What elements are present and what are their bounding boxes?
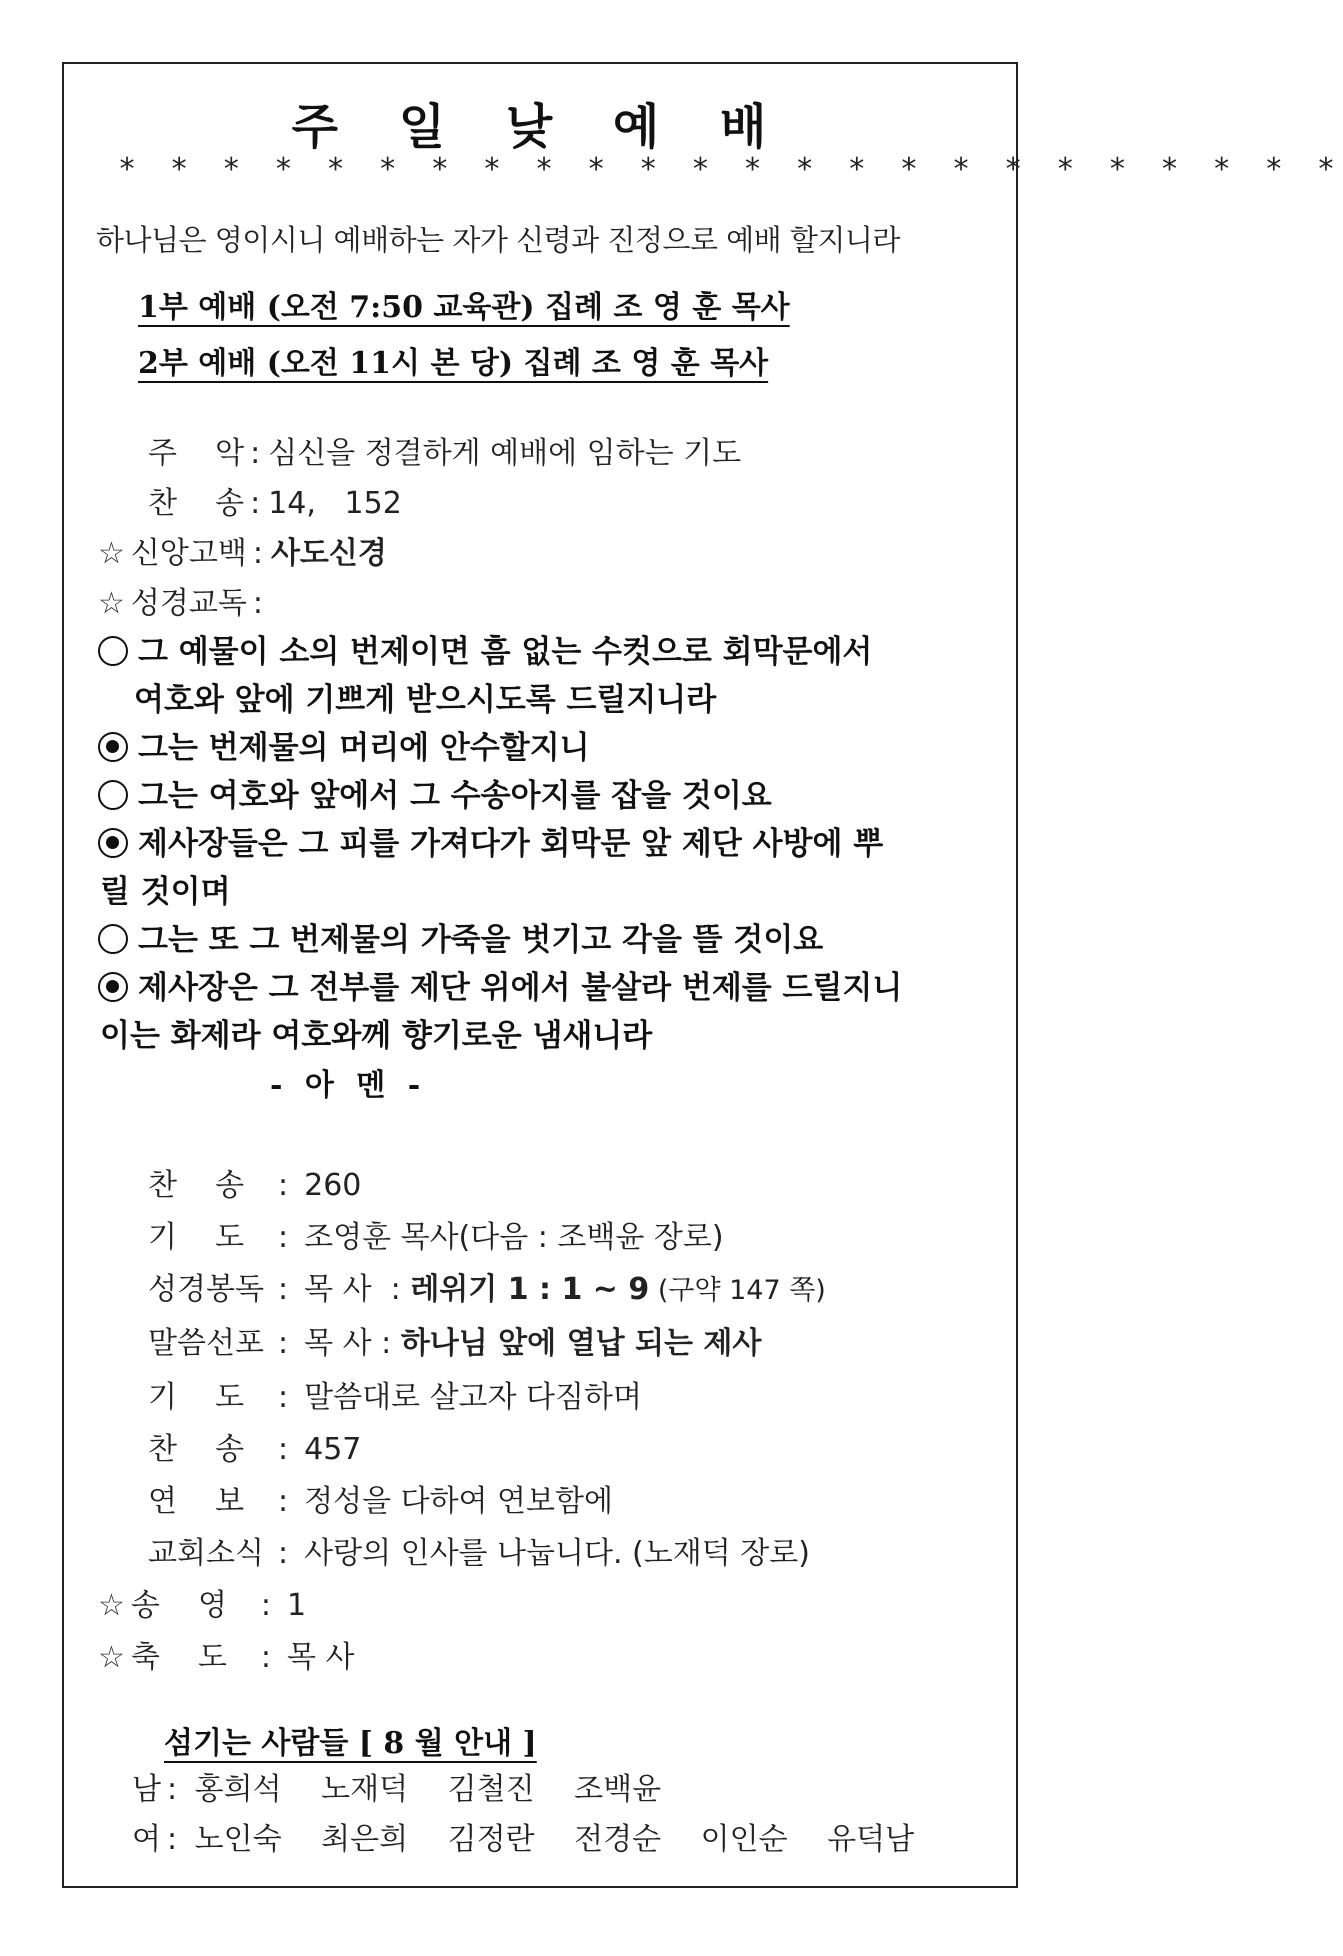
reading-text: 그는 또 그 번제물의 가죽을 벗기고 각을 뜰 것이요 [138, 922, 824, 958]
usher-name: 홍희석 [194, 1772, 282, 1807]
colon: : [278, 1432, 289, 1467]
colon: : [250, 436, 261, 471]
men-label: 남 [132, 1772, 161, 1807]
order-item [148, 1476, 613, 1520]
usher-name: 유덕남 [827, 1822, 915, 1857]
order-item [98, 1580, 306, 1624]
order-label: 교회소식 [148, 1536, 264, 1571]
order-label: 주 악 [148, 436, 245, 471]
star-icon: ☆ [98, 1640, 125, 1675]
order-value-suffix: (구약 147 쪽) [649, 1275, 826, 1306]
filled-circle-icon [98, 972, 128, 1002]
order-hymn-1 [148, 478, 402, 522]
order-value: 260 [304, 1168, 362, 1203]
order-label: 성경봉독 [148, 1272, 264, 1307]
order-label: 기 도 [148, 1380, 245, 1415]
order-label: 찬 송 [148, 1168, 245, 1203]
reading-line [100, 1010, 652, 1055]
reading-text: 이는 화제라 여호와께 향기로운 냄새니라 [100, 1018, 653, 1054]
order-label: 축 도 [130, 1640, 228, 1675]
order-label: 찬 송 [148, 1432, 245, 1467]
order-label: 기 도 [148, 1220, 245, 1255]
order-value: 조영훈 목사(다음 : 조백윤 장로) [304, 1220, 724, 1255]
order-item [148, 1160, 361, 1204]
reading-line [98, 962, 902, 1007]
theme-verse: 하나님은 영이시니 예배하는 자가 신령과 진정으로 예배 할지니라 [96, 223, 900, 257]
order-prelude [148, 428, 741, 472]
ushers-women [132, 1814, 944, 1858]
colon: : [278, 1220, 289, 1255]
order-item [148, 1424, 361, 1468]
service-first: 1부 예배 (오전 7:50 교육관) 집례 조 영 훈 목사 [138, 290, 790, 325]
colon: : [252, 536, 263, 571]
reading-line [98, 770, 772, 815]
order-label: 성경교독 [130, 586, 247, 621]
colon: : [278, 1168, 289, 1203]
service-second: 2부 예배 (오전 11시 본 당) 집례 조 영 훈 목사 [138, 346, 769, 381]
star-icon: ☆ [98, 586, 125, 621]
open-circle-icon [98, 636, 128, 666]
order-label: 말씀선포 [148, 1326, 264, 1361]
star-icon: ☆ [98, 536, 125, 571]
ushers-men [132, 1764, 691, 1808]
order-value: 목 사 : [304, 1326, 401, 1361]
order-value: 말씀대로 살고자 다짐하며 [304, 1380, 642, 1415]
amen: - 아 멘 - [270, 1068, 427, 1103]
colon: : [252, 586, 263, 621]
order-item [148, 1528, 810, 1572]
usher-name: 김철진 [447, 1772, 535, 1807]
ushers-title: 섬기는 사람들 [ 8 월 안내 ] [164, 1726, 537, 1761]
reading-line [98, 818, 883, 863]
reading-line [98, 722, 590, 767]
order-label: 신앙고백 [130, 536, 247, 571]
order-label: 연 보 [148, 1484, 245, 1519]
order-value: 목 사 : [304, 1272, 411, 1307]
colon: : [278, 1272, 289, 1307]
order-value: 14, 152 [268, 486, 402, 521]
reading-text: 릴 것이며 [100, 874, 231, 910]
filled-circle-icon [98, 828, 128, 858]
usher-name: 노인숙 [194, 1822, 282, 1857]
reading-text: 제사장들은 그 피를 가져다가 회막문 앞 제단 사방에 뿌 [138, 826, 884, 862]
order-item [148, 1212, 724, 1256]
star-icon: ☆ [98, 1588, 125, 1623]
order-value: 심신을 정결하게 예배에 임하는 기도 [268, 436, 742, 471]
order-value-bold: 하나님 앞에 열납 되는 제사 [400, 1326, 762, 1361]
colon: : [278, 1536, 289, 1571]
order-value: 사랑의 인사를 나눕니다. (노재덕 장로) [304, 1536, 810, 1571]
colon: : [250, 486, 261, 521]
colon: : [260, 1640, 272, 1675]
order-value: 457 [304, 1432, 362, 1467]
usher-name: 노재덕 [321, 1772, 409, 1807]
order-item [98, 1632, 355, 1676]
usher-name: 전경순 [574, 1822, 662, 1857]
order-value-bold: 레위기 1 : 1 ~ 9 [410, 1272, 650, 1307]
usher-name: 이인순 [700, 1822, 788, 1857]
order-value: 1 [287, 1588, 307, 1623]
open-circle-icon [98, 924, 128, 954]
reading-line [98, 626, 872, 671]
reading-line [98, 914, 823, 959]
colon: : [260, 1588, 272, 1623]
order-label: 송 영 [130, 1588, 228, 1623]
open-circle-icon [98, 780, 128, 810]
order-label: 찬 송 [148, 486, 245, 521]
reading-text: 그는 여호와 앞에서 그 수송아지를 잡을 것이요 [138, 778, 772, 814]
usher-name: 김정란 [447, 1822, 535, 1857]
order-item [148, 1264, 826, 1308]
colon: : [278, 1484, 289, 1519]
reading-text: 그는 번제물의 머리에 안수할지니 [138, 730, 590, 766]
reading-text: 여호와 앞에 기쁘게 받으시도록 드릴지니라 [134, 682, 717, 718]
order-value: 목 사 [287, 1640, 355, 1675]
page-title: 주 일 낮 예 배 [291, 99, 789, 155]
colon: : [278, 1326, 289, 1361]
reading-text: 그 예물이 소의 번제이면 흠 없는 수컷으로 회막문에서 [138, 634, 873, 670]
colon: : [166, 1772, 178, 1807]
order-creed [98, 528, 387, 572]
order-responsive-reading [98, 578, 271, 622]
reading-line [134, 674, 716, 719]
reading-text: 제사장은 그 전부를 제단 위에서 불살라 번제를 드릴지니 [138, 970, 903, 1006]
order-item [148, 1372, 642, 1416]
usher-name: 조백윤 [574, 1772, 662, 1807]
order-value: 정성을 다하여 연보함에 [304, 1484, 613, 1519]
order-value: 사도신경 [270, 536, 387, 571]
star-divider: * * * * * * * * * * * * * * * * * * * * * * * * [118, 152, 1343, 187]
reading-line [100, 866, 231, 911]
usher-name: 최은희 [321, 1822, 409, 1857]
women-label: 여 [132, 1822, 161, 1857]
filled-circle-icon [98, 732, 128, 762]
colon: : [278, 1380, 289, 1415]
order-item [148, 1318, 761, 1362]
colon: : [166, 1822, 178, 1857]
